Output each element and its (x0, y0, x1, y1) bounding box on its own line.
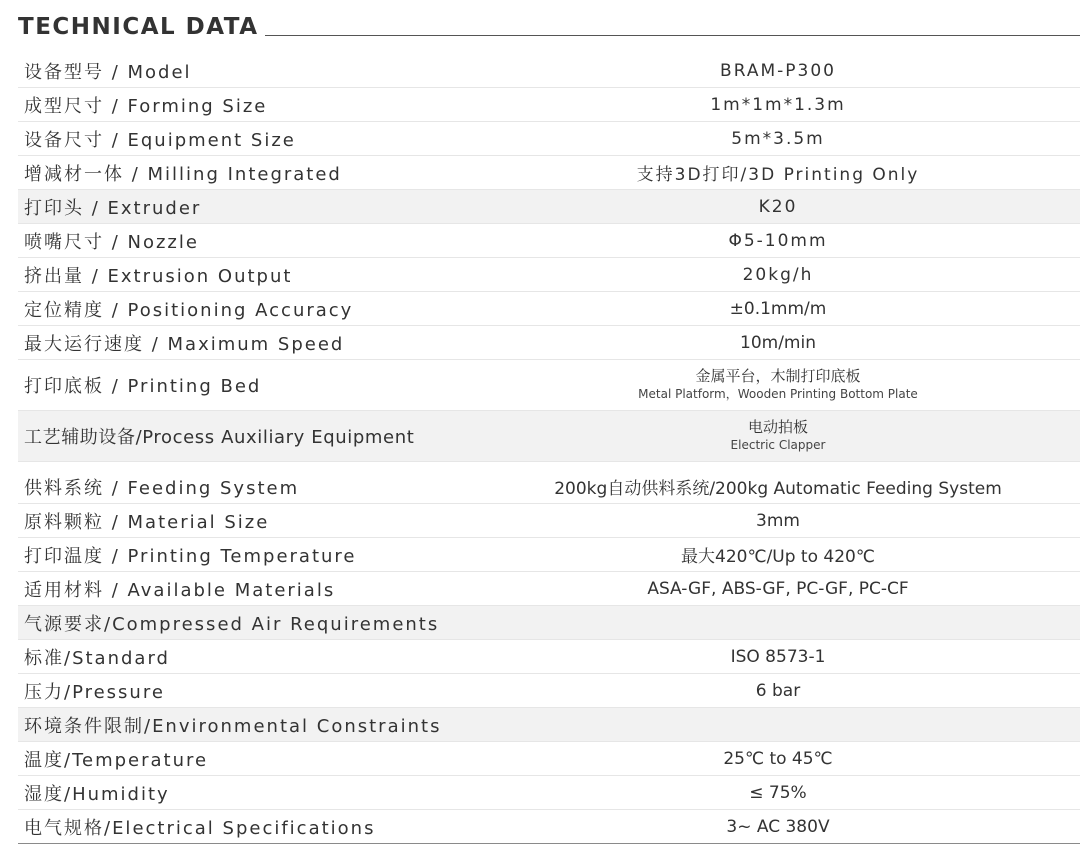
spec-value (518, 367, 1038, 403)
spec-row-available-materials (18, 572, 1080, 606)
spec-label: 喷嘴尺寸 / Nozzle (24, 231, 199, 253)
spec-row-material-size (18, 504, 1080, 538)
spec-row-temperature (18, 742, 1080, 776)
spec-label: 压力/Pressure (24, 681, 165, 703)
spec-value: ≤ 75% (749, 782, 807, 803)
spec-label: 打印头 / Extruder (24, 197, 202, 219)
spec-label: 打印温度 / Printing Temperature (24, 545, 357, 567)
spec-value: 支持3D打印/3D Printing Only (636, 165, 920, 185)
spec-value: 5m*3.5m (731, 128, 825, 149)
spec-label: 标准/Standard (24, 647, 170, 669)
spec-label: 增减材一体 / Milling Integrated (24, 163, 342, 185)
spec-value: K20 (758, 196, 798, 217)
spec-label: 设备尺寸 / Equipment Size (24, 129, 296, 151)
spec-value-en: Electric Clapper (730, 438, 826, 452)
spec-row-milling-integrated (18, 156, 1080, 190)
spec-value: 最大420℃/Up to 420℃ (681, 547, 875, 567)
spec-label: 电气规格/Electrical Specifications (24, 817, 376, 839)
spec-label: 定位精度 / Positioning Accuracy (24, 299, 354, 321)
spec-row-printing-temperature (18, 538, 1080, 572)
spec-table (18, 54, 1080, 844)
spec-row-extruder (18, 190, 1080, 224)
spec-label: 打印底板 / Printing Bed (24, 376, 262, 397)
spec-row-humidity (18, 776, 1080, 810)
spec-row-nozzle (18, 224, 1080, 258)
spec-row-electrical-specifications (18, 810, 1080, 844)
spec-row-printing-bed (18, 360, 1080, 411)
spec-row-forming-size (18, 88, 1080, 122)
spec-row-environmental-constraints (18, 708, 1080, 742)
spec-value: 20kg/h (742, 264, 814, 285)
spec-row-pressure (18, 674, 1080, 708)
spec-row-standard (18, 640, 1080, 674)
header (18, 12, 1080, 42)
spec-label: 温度/Temperature (24, 749, 209, 771)
spec-value: 1m*1m*1.3m (710, 94, 846, 115)
spec-value-zh: 金属平台，木制打印底板 (695, 367, 861, 385)
spec-row-process-auxiliary (18, 411, 1080, 462)
spec-row-maximum-speed (18, 326, 1080, 360)
spec-row-feeding-system (18, 470, 1080, 504)
spec-value: 3mm (756, 510, 800, 531)
spec-row-equipment-size (18, 122, 1080, 156)
spec-value-zh: 电动拍板 (747, 418, 808, 436)
spec-value: BRAM-P300 (720, 60, 836, 81)
spec-label: 供料系统 / Feeding System (24, 477, 300, 499)
spec-row-compressed-air (18, 606, 1080, 640)
spec-label: 设备型号 / Model (24, 61, 192, 83)
spec-value: ASA-GF, ABS-GF, PC-GF, PC-CF (647, 578, 909, 599)
spec-value: 10m/min (740, 332, 816, 353)
spec-value: 200kg自动供料系统/200kg Automatic Feeding System (554, 479, 1002, 499)
spec-label: 适用材料 / Available Materials (24, 579, 336, 601)
spec-value-en: Metal Platform，Wooden Printing Bottom Plate (638, 387, 918, 401)
spec-label: 湿度/Humidity (24, 783, 170, 805)
spec-label: 环境条件限制/Environmental Constraints (24, 715, 442, 737)
spec-value: 3~ AC 380V (726, 816, 830, 837)
spec-label: 气源要求/Compressed Air Requirements (24, 613, 440, 635)
spec-row-extrusion-output (18, 258, 1080, 292)
spec-label: 工艺辅助设备/Process Auxiliary Equipment (24, 427, 415, 448)
spec-value: ±0.1mm/m (729, 298, 827, 319)
spec-label: 成型尺寸 / Forming Size (24, 95, 268, 117)
spec-value: ISO 8573-1 (730, 646, 826, 667)
spec-label: 挤出量 / Extrusion Output (24, 265, 293, 287)
title-underline (265, 35, 1080, 36)
spec-label: 原料颗粒 / Material Size (24, 511, 270, 533)
page-title: TECHNICAL DATA (18, 14, 259, 40)
spec-label: 最大运行速度 / Maximum Speed (24, 333, 345, 355)
spec-value (518, 418, 1038, 454)
spec-row-positioning-accuracy (18, 292, 1080, 326)
spec-value: Φ5-10mm (728, 230, 828, 251)
spec-row-model (18, 54, 1080, 88)
spec-value: 25℃ to 45℃ (723, 748, 833, 769)
spec-value: 6 bar (755, 680, 801, 701)
